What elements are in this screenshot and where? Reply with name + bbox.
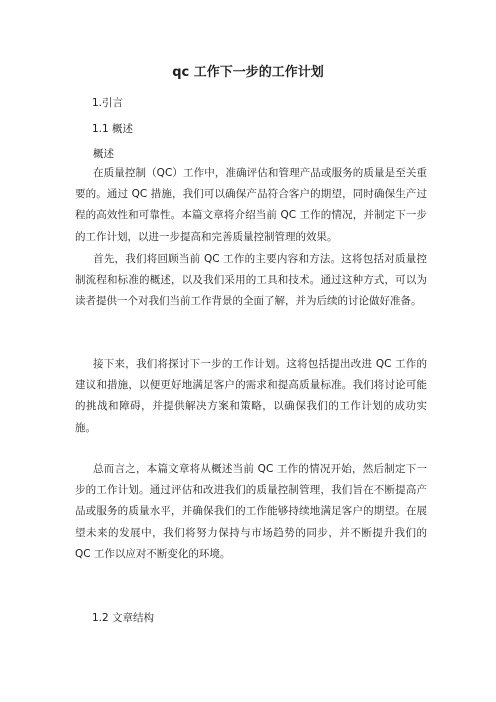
paragraph-1: 在质量控制（QC）工作中，准确评估和管理产品或服务的质量是至关重要的。通过 QC 措施，我们可以确保产品符合客户的期望，同时确保生产过程的高效性和可靠性。本篇文章将介绍当前 QC 工作的情况，并制定下一步的工作计划，以进一步提高和完善质量控制管理的效果。 [75, 167, 427, 243]
overview-label: 概述 [93, 148, 114, 160]
section-heading-introduction: 1.引言 [92, 97, 124, 109]
paragraph-2: 首先，我们将回顾当前 QC 工作的主要内容和方法。这将包括对质量控制流程和标准的概述，以及我们采用的工具和技术。通过这种方式，可以为读者提供一个对我们当前工作背景的全面了解，并为后续的讨论做好准备。 [75, 253, 427, 308]
subsection-heading-overview: 1.1 概述 [92, 123, 134, 135]
paragraph-3: 接下来，我们将探讨下一步的工作计划。这将包括提出改进 QC 工作的建议和措施，以便更好地满足客户的需求和提高质量标准。我们将讨论可能的挑战和障碍，并提供解决方案和策略，以确保我们的工作计划的成功实施。 [75, 358, 427, 434]
subsection-heading-structure: 1.2 文章结构 [92, 612, 155, 624]
paragraph-4: 总而言之，本篇文章将从概述当前 QC 工作的情况开始，然后制定下一步的工作计划。通过评估和改进我们的质量控制管理，我们旨在不断提高产品或服务的质量水平，并确保我们的工作能够持续地满足客户的期望。在展望未来的发展中，我们将努力保持与市场趋势的同步，并不断提升我们的 QC 工作以应对不断变化的环境。 [75, 463, 427, 560]
document-title: qc 工作下一步的工作计划 [172, 65, 324, 80]
